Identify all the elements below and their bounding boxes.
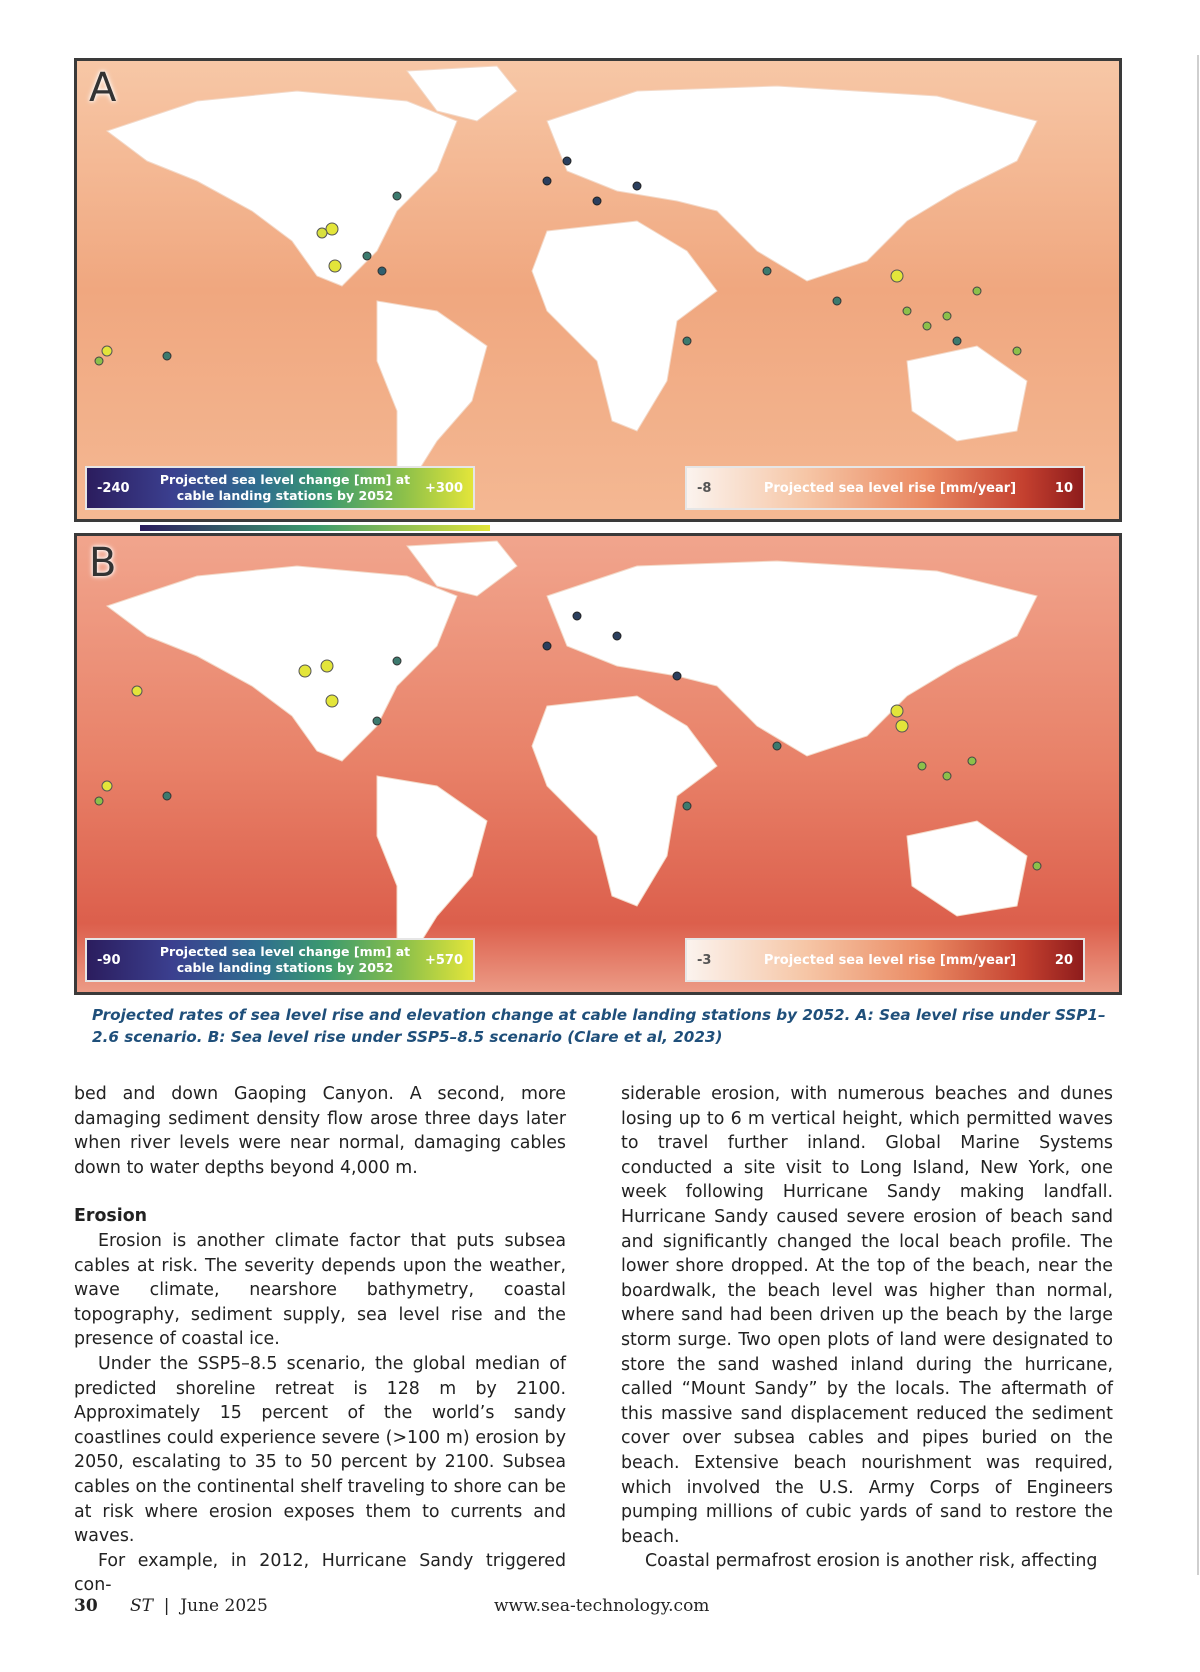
- station-marker: [613, 632, 621, 640]
- station-marker: [763, 267, 771, 275]
- paragraph: bed and down Gaoping Canyon. A second, more damaging sediment density flow arose three days later when river levels were near normal, damaging cables down to water depths beyond 4,000 m.: [74, 1084, 566, 1178]
- legend-title: Projected sea level change [mm] at cable landing stations by 2052: [159, 944, 411, 975]
- station-marker: [923, 322, 931, 330]
- station-marker: [633, 182, 641, 190]
- station-marker: [1033, 862, 1041, 870]
- map-panel-b: [74, 533, 1122, 995]
- station-marker: [891, 270, 903, 282]
- magazine-issue: ST | June 2025: [130, 1596, 268, 1616]
- paragraph: Under the SSP5–8.5 scenario, the global median of predicted shoreline retreat is 128 m by 2100. Approximately 15 percent of the world’s sandy coastlines could experience severe (>100 m) erosion by 2050, escalating to 35 to 50 percent by 2100. Subsea cables on the continental shelf traveling to shore can be at risk where erosion exposes them to currents and waves.: [74, 1353, 566, 1547]
- station-marker: [953, 337, 961, 345]
- station-marker: [321, 660, 333, 672]
- sea-level-rise-legend-b: [685, 938, 1085, 982]
- station-marker: [593, 197, 601, 205]
- station-marker: [683, 802, 691, 810]
- station-marker: [317, 228, 327, 238]
- station-marker: [943, 772, 951, 780]
- station-marker: [673, 672, 681, 680]
- page-edge-rule: [1197, 55, 1199, 1575]
- magazine-name: ST: [130, 1596, 153, 1616]
- station-marker: [903, 307, 911, 315]
- figure-caption: Projected rates of sea level rise and elevation change at cable landing stations by 2052. A: Sea level rise under SSP1–2.6 scenario. B: Sea level rise under SSP5–8.5 scenario (Clare et al, 2023): [92, 1006, 1106, 1046]
- map-panel-a: [74, 58, 1122, 522]
- station-marker: [102, 346, 112, 356]
- station-marker: [968, 757, 976, 765]
- legend-title: Projected sea level change [mm] at cable landing stations by 2052: [159, 472, 411, 503]
- station-marker: [95, 797, 103, 805]
- legend-max: +300: [424, 481, 463, 496]
- station-marker: [543, 177, 551, 185]
- paragraph: For example, in 2012, Hurricane Sandy triggered con-: [74, 1550, 566, 1596]
- station-marker: [299, 665, 311, 677]
- sea-level-change-legend-a: [85, 466, 475, 510]
- legend-min: -3: [697, 953, 712, 968]
- station-marker: [896, 720, 908, 732]
- station-marker: [95, 357, 103, 365]
- legend-title: Projected sea level rise [mm/year]: [763, 953, 1017, 968]
- paragraph: Coastal permafrost erosion is another risk, affecting: [645, 1551, 1098, 1572]
- world-map-a: [77, 61, 1119, 519]
- station-marker: [326, 223, 338, 235]
- page-number: 30: [74, 1596, 98, 1616]
- station-marker: [393, 192, 401, 200]
- station-marker: [943, 312, 951, 320]
- station-marker: [132, 686, 142, 696]
- article-column-right: [621, 1082, 1113, 1574]
- station-marker: [163, 792, 171, 800]
- station-marker: [326, 695, 338, 707]
- station-marker: [773, 742, 781, 750]
- colorbar-strip: [140, 525, 490, 531]
- legend-max: +570: [424, 953, 463, 968]
- paragraph: Erosion is another climate factor that puts subsea cables at risk. The severity depends upon the weather, wave climate, nearshore bathymetry, coastal topography, sediment supply, sea level rise and the presence of coastal ice.: [74, 1230, 566, 1350]
- legend-title: Projected sea level rise [mm/year]: [763, 481, 1017, 496]
- station-marker: [363, 252, 371, 260]
- legend-min: -8: [697, 481, 712, 496]
- legend-min: -240: [97, 481, 130, 496]
- paragraph: siderable erosion, with numerous beaches and dunes losing up to 6 m vertical height, which permitted waves to travel further inland. Global Marine Systems conducted a site visit to Long Island, New York, one week following Hurricane Sandy making landfall. Hurricane Sandy caused severe erosion of beach sand and significantly changed the local beach profile. The lower shore dropped. At the top of the beach, near the boardwalk, the beach level was higher than normal, where sand had been driven up the beach by the large storm surge. Two open plots of land were designated to store the sand washed inland during the hurricane, called “Mount Sandy” by the locals. The aftermath of this massive sand displacement reduced the sediment cover over subsea cables and pipes buried on the beach. Extensive beach nourishment was required, which involved the U.S. Army Corps of Engineers pumping millions of cubic yards of sand to restore the beach.: [621, 1084, 1113, 1547]
- sea-level-change-legend-b: [85, 938, 475, 982]
- world-map-b: [77, 536, 1119, 992]
- section-heading: Erosion: [74, 1206, 148, 1227]
- website-link[interactable]: www.sea-technology.com: [494, 1596, 710, 1616]
- station-marker: [543, 642, 551, 650]
- panel-letter-a: A: [89, 65, 117, 111]
- station-marker: [393, 657, 401, 665]
- issue-date: June 2025: [180, 1596, 268, 1616]
- panel-letter-b: B: [89, 540, 117, 586]
- station-marker: [563, 157, 571, 165]
- legend-max: 20: [1054, 953, 1073, 968]
- station-marker: [378, 267, 386, 275]
- station-marker: [573, 612, 581, 620]
- station-marker: [373, 717, 381, 725]
- legend-max: 10: [1054, 481, 1073, 496]
- legend-min: -90: [97, 953, 121, 968]
- station-marker: [683, 337, 691, 345]
- station-marker: [102, 781, 112, 791]
- sea-level-rise-legend-a: [685, 466, 1085, 510]
- station-marker: [918, 762, 926, 770]
- article-column-left: [74, 1082, 566, 1598]
- station-marker: [163, 352, 171, 360]
- station-marker: [973, 287, 981, 295]
- station-marker: [891, 705, 903, 717]
- station-marker: [329, 260, 341, 272]
- station-marker: [1013, 347, 1021, 355]
- station-marker: [833, 297, 841, 305]
